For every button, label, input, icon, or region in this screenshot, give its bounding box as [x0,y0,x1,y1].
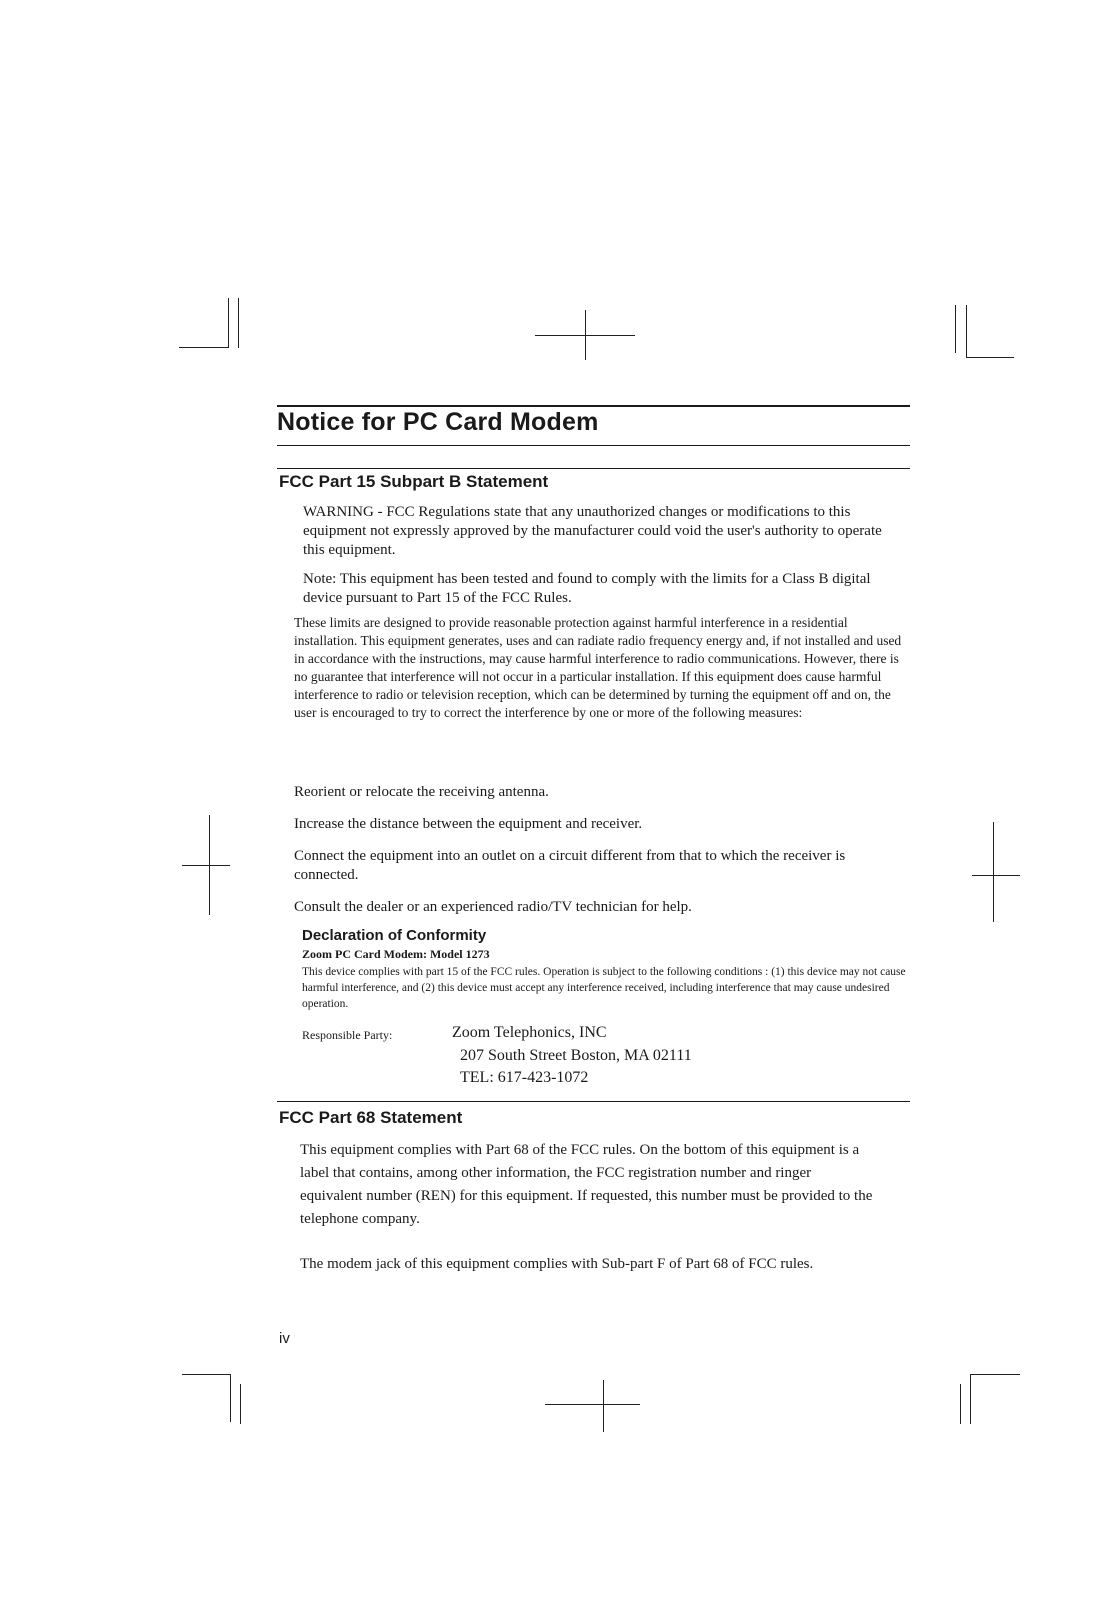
measure-item: Consult the dealer or an experienced radio/TV technician for help. [294,899,692,915]
declaration-heading: Declaration of Conformity [302,927,487,944]
responsible-party-name: Zoom Telephonics, INC [452,1024,607,1041]
measure-item: Increase the distance between the equipment and receiver. [294,816,643,832]
fcc68-para2: The modem jack of this equipment complies with Sub-part F of Part 68 of FCC rules. [300,1256,814,1272]
fcc15-heading: FCC Part 15 Subpart B Statement [279,472,549,491]
title-top-rule [277,405,910,407]
page-title: Notice for PC Card Modem [277,408,599,436]
fcc68-para1: This equipment complies with Part 68 of the FCC rules. On the bottom of this equipment is a label that contains, among other information, the FCC registration number and ringer equivalent number (REN) for this equipment. If requested, this number must be provided to the telephone company. [300,1142,873,1227]
page-number: iv [279,1330,290,1347]
declaration-model: Zoom PC Card Modem: Model 1273 [302,947,490,961]
fcc15-warning: WARNING - FCC Regulations state that any unauthorized changes or modifications to this equipment not expressly approved by the manufacturer could void the user's authority to operate this equipment. [303,504,882,558]
measure-item: Reorient or relocate the receiving antenna. [294,784,549,800]
declaration-text: This device complies with part 15 of the FCC rules. Operation is subject to the following conditions : (1) this device may not cause harmful interference, and (2) this device must accept any interference received, including interference that may cause undesired operation. [302,966,906,1010]
responsible-party-label: Responsible Party: [302,1028,393,1042]
fcc15-note: Note: This equipment has been tested and found to comply with the limits for a Class B digital device pursuant to Part 15 of the FCC Rules. [303,571,871,606]
responsible-party-tel: TEL: 617-423-1072 [460,1069,589,1086]
measure-item: Connect the equipment into an outlet on a circuit different from that to which the receiver is connected. [294,848,846,883]
fcc68-heading: FCC Part 68 Statement [279,1108,463,1127]
fcc15-limits: These limits are designed to provide reasonable protection against harmful interference in a residential installation. This equipment generates, uses and can radiate radio frequency energy and, if not installed and used in accordance with the instructions, may cause harmful interference to radio communications. However, there is no guarantee that interference will not occur in a particular installation. If this equipment does cause harmful interference to radio or television reception, which can be determined by turning the equipment off and on, the user is encouraged to try to correct the interference by one or more of the following measures: [294,615,902,720]
title-bottom-rule [277,445,910,446]
responsible-party-address: 207 South Street Boston, MA 02111 [460,1047,692,1064]
section-rule [277,468,910,469]
section-rule [277,1101,910,1102]
